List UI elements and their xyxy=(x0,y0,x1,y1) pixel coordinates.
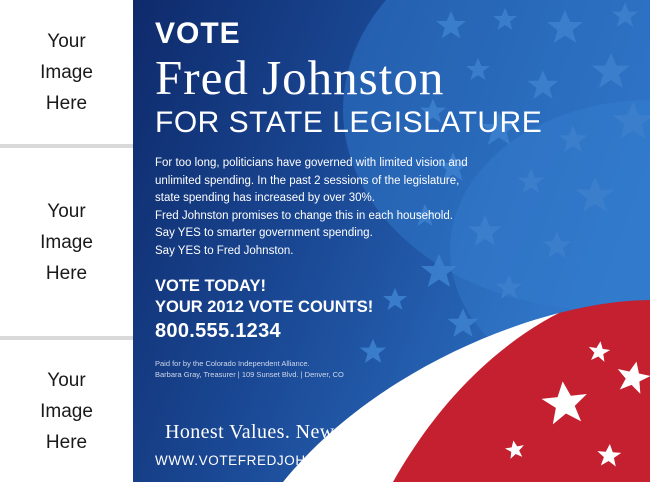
image-placeholder-1-line2: Image xyxy=(40,61,93,83)
image-placeholder-3[interactable] xyxy=(0,338,133,482)
image-placeholder-3-line3: Here xyxy=(45,431,88,453)
disclaimer-line-1: Paid for by the Colorado Independent Alliance. xyxy=(155,359,310,368)
call-to-action-vote-today: VOTE TODAY! xyxy=(155,277,266,295)
body-copy-line-4: Fred Johnston promises to change this in each household. xyxy=(155,209,453,222)
image-placeholder-3-line2: Image xyxy=(40,400,93,422)
image-placeholder-2-line2: Image xyxy=(40,231,93,253)
candidate-name: Fred Johnston xyxy=(155,50,445,105)
disclaimer xyxy=(155,358,625,380)
poster-artwork xyxy=(133,0,650,482)
image-placeholder-2-line3: Here xyxy=(45,262,88,284)
body-copy xyxy=(155,155,515,260)
image-placeholder-1-line1: Your xyxy=(47,30,86,52)
poster-text-block xyxy=(155,18,625,380)
body-copy-line-2: unlimited spending. In the past 2 sessions of the legislature, xyxy=(155,174,460,187)
image-placeholder-1[interactable] xyxy=(0,0,133,146)
call-to-action-vote-counts: YOUR 2012 VOTE COUNTS! xyxy=(155,298,374,316)
body-copy-line-5: Say YES to smarter government spending. xyxy=(155,227,373,239)
call-to-action-block xyxy=(155,276,625,344)
vote-word: VOTE xyxy=(155,17,241,50)
slogan: Honest Values. New Vision. xyxy=(165,421,400,443)
website-url: WWW.VOTEFREDJOHNSTON.COM xyxy=(155,453,394,468)
body-copy-line-6: Say YES to Fred Johnston. xyxy=(155,244,294,257)
image-placeholder-1-line3: Here xyxy=(45,92,88,114)
image-placeholder-2-line1: Your xyxy=(47,200,86,222)
office-line: FOR STATE LEGISLATURE xyxy=(155,106,543,139)
image-placeholder-column xyxy=(0,0,133,482)
phone-number: 800.555.1234 xyxy=(155,320,281,342)
body-copy-line-1: For too long, politicians have governed with limited vision and xyxy=(155,157,468,169)
image-placeholder-2[interactable] xyxy=(0,146,133,338)
disclaimer-line-2: Barbara Gray, Treasurer | 109 Sunset Blvd. | Denver, CO xyxy=(155,370,344,379)
body-copy-line-3: state spending has increased by over 30%. xyxy=(155,192,375,204)
image-placeholder-3-line1: Your xyxy=(47,369,86,391)
